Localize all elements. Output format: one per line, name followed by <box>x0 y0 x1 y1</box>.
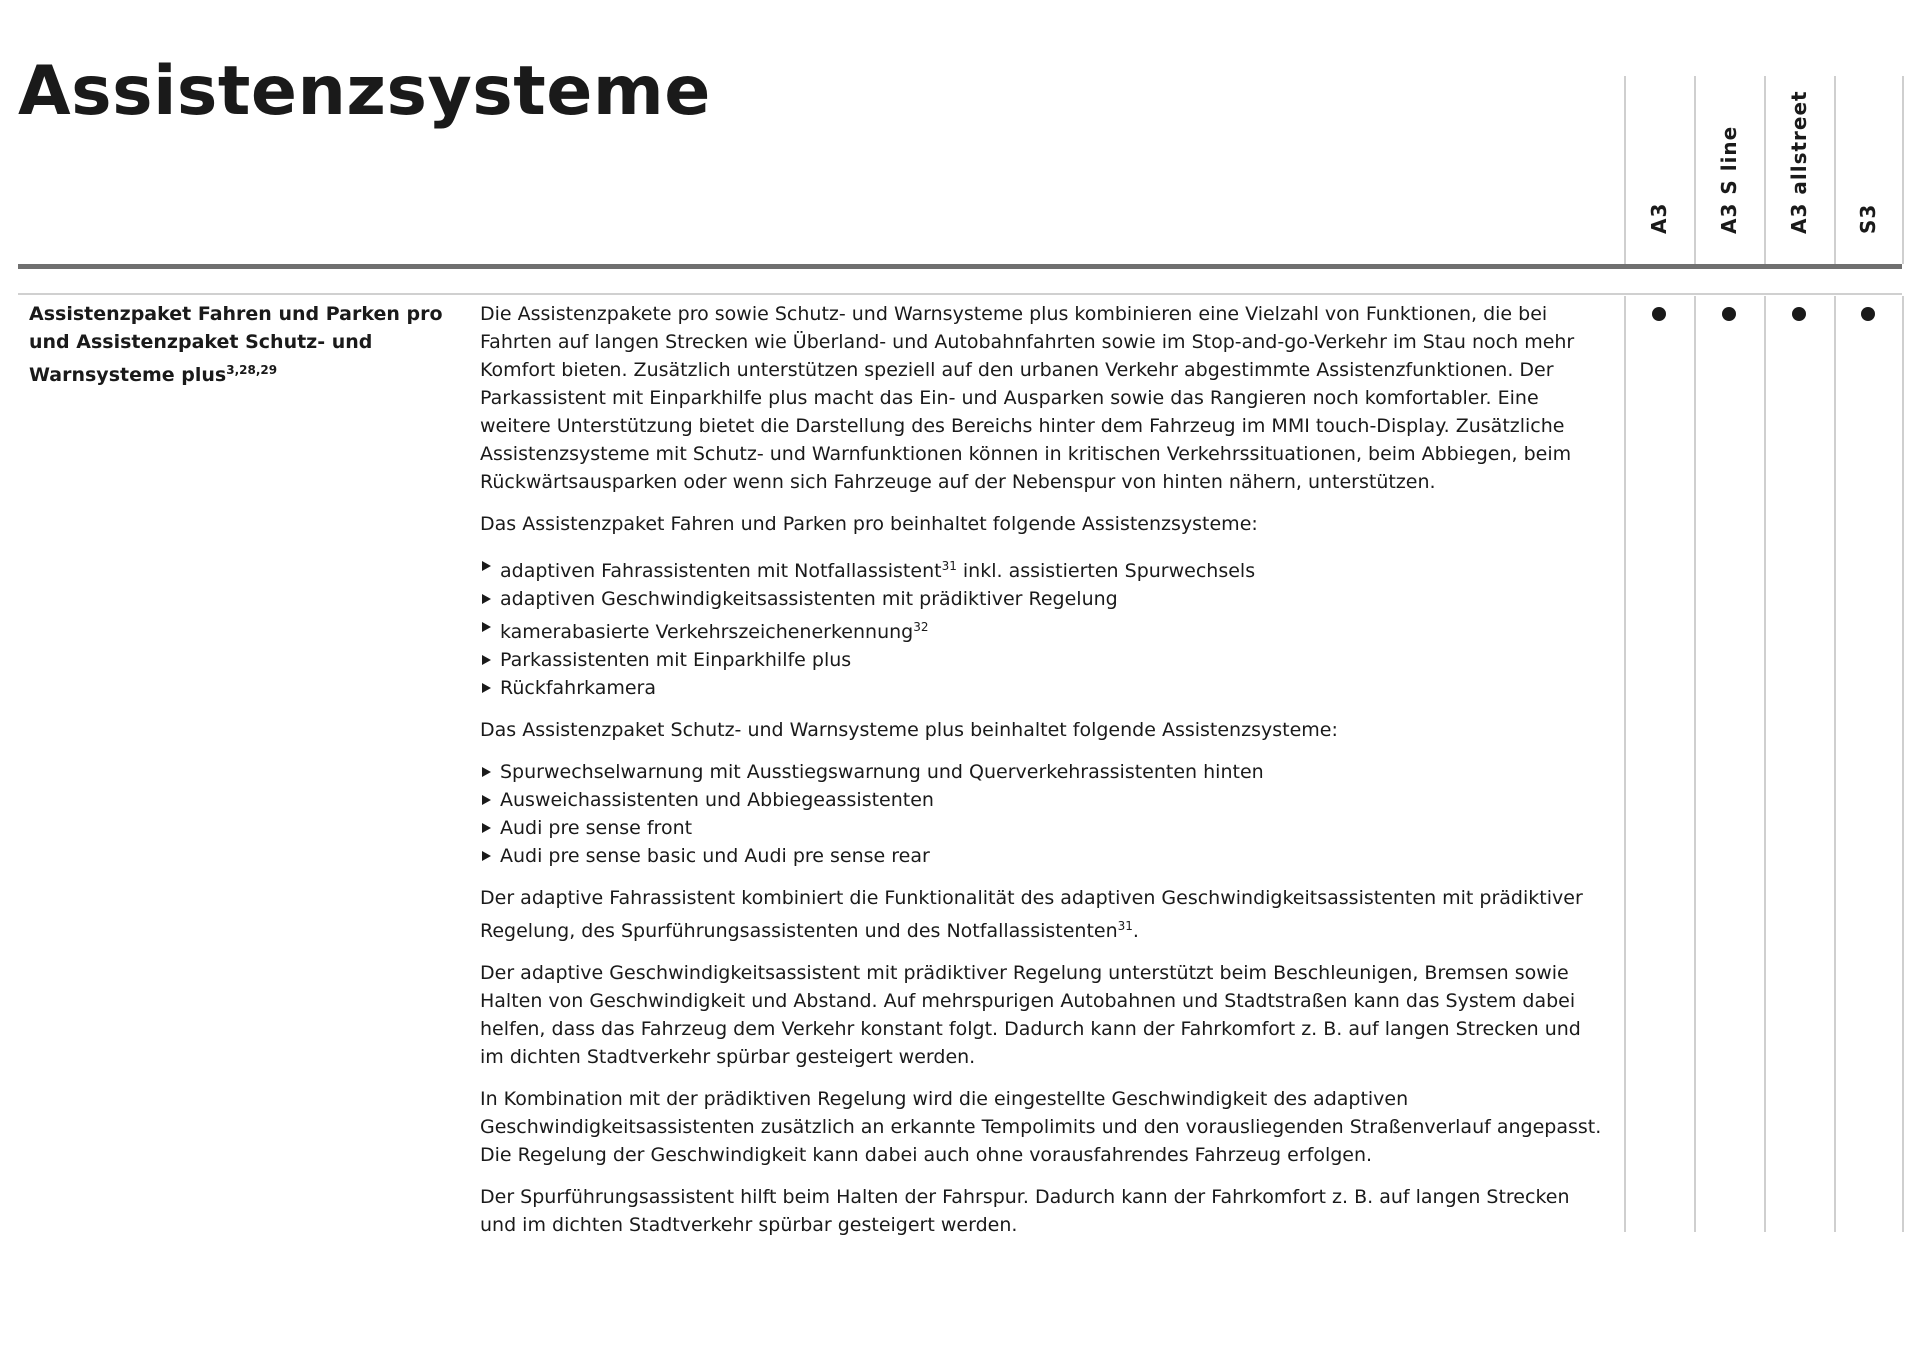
column-label: A3 <box>1647 202 1671 234</box>
column-label: A3 allstreet <box>1787 90 1811 234</box>
list-item: kamerabasierte Verkehrszeichenerkennung$^{32}$ <box>480 613 1610 646</box>
list-item: Rückfahrkamera <box>480 674 1610 702</box>
column-divider <box>1764 76 1766 264</box>
header-rule <box>18 264 1902 269</box>
list-item: Parkassistenten mit Einparkhilfe plus <box>480 646 1610 674</box>
footnote-ref: 32 <box>913 620 929 634</box>
footnote-ref: 31 <box>941 559 957 573</box>
standard-equipment-dot-a3-allstreet <box>1792 307 1806 321</box>
standard-equipment-dot-a3 <box>1652 307 1666 321</box>
package-1-heading: Das Assistenzpaket Fahren und Parken pro beinhaltet folgende Assistenzsysteme: <box>480 513 1258 535</box>
package-2-list <box>480 758 1610 870</box>
intro-paragraph: Die Assistenzpakete pro sowie Schutz- und Warnsysteme plus kombinieren eine Vielzahl von Funktionen, die bei Fahrten auf langen Strecken wie Überland- und Autobahnfahrten sowie im Stop-and-go-Verkehr im Stau noch mehr Komfort bieten. Zusätzlich unterstützen speziell auf den urbanen Verkehr abgestimmte Assistenzfunktionen. Der Parkassistent mit Einparkhilfe plus macht das Ein- und Ausparken sowie das Rangieren noch komfortabler. Eine weitere Unterstützung bietet die Darstellung des Bereichs hinter dem Fahrzeug im MMI touch-Display. Zusätzliche Assistenzsysteme mit Schutz- und Warnfunktionen können in kritischen Verkehrssituationen, beim Abbiegen, beim Rückwärtsausparken oder wenn sich Fahrzeuge auf der Nebenspur von hinten nähern, unterstützen. <box>480 303 1575 493</box>
column-divider <box>1902 296 1904 1232</box>
lane-assist-paragraph: Der Spurführungsassistent hilft beim Halten der Fahrspur. Dadurch kann der Fahrkomfort z. B. auf langen Strecken und im dichten Stadtverkehr spürbar gesteigert werden. <box>480 1186 1570 1236</box>
column-divider <box>1834 76 1836 264</box>
list-item: Audi pre sense basic und Audi pre sense rear <box>480 842 1610 870</box>
list-item: adaptiven Fahrassistenten mit Notfallassistent$^{31}$ inkl. assistierten Spurwechsels <box>480 552 1610 585</box>
column-divider <box>1694 296 1696 1232</box>
list-item: Audi pre sense front <box>480 814 1610 842</box>
feature-description <box>480 300 1610 1253</box>
column-divider <box>1764 296 1766 1232</box>
standard-equipment-dot-s3 <box>1861 307 1875 321</box>
list-item: adaptiven Geschwindigkeitsassistenten mit prädiktiver Regelung <box>480 585 1610 613</box>
feature-title <box>29 300 449 389</box>
predictive-paragraph: In Kombination mit der prädiktiven Regelung wird die eingestellte Geschwindigkeit des adaptiven Geschwindigkeitsassistenten zusätzlich an erkannte Tempolimits und den vorausliegenden Straßenverlauf angepasst. Die Regelung der Geschwindigkeit kann dabei auch ohne vorausfahrendes Fahrzeug erfolgen. <box>480 1088 1602 1166</box>
list-item: Spurwechselwarnung mit Ausstiegswarnung und Querverkehrassistenten hinten <box>480 758 1610 786</box>
column-divider <box>1624 296 1626 1232</box>
adaptive-assist-paragraph: Der adaptive Fahrassistent kombiniert die Funktionalität des adaptiven Geschwindigkeitsassistenten mit prädiktiver Regelung, des Spurführungsassistenten und des Notfallassistenten$^{31}$. <box>480 887 1583 942</box>
feature-title-text: Assistenzpaket Fahren und Parken pro und Assistenzpaket Schutz- und Warnsysteme plus <box>29 303 443 386</box>
column-divider <box>1834 296 1836 1232</box>
package-1-list <box>480 552 1610 702</box>
column-label: S3 <box>1856 203 1880 234</box>
standard-equipment-dot-a3-s-line <box>1722 307 1736 321</box>
column-divider <box>1694 76 1696 264</box>
page-title: Assistenzsysteme <box>18 52 711 131</box>
column-label: A3 S line <box>1717 125 1741 234</box>
row-top-rule <box>18 293 1902 295</box>
feature-footnote-ref: 3,28,29 <box>226 363 278 377</box>
package-2-heading: Das Assistenzpaket Schutz- und Warnsysteme plus beinhaltet folgende Assistenzsysteme: <box>480 719 1338 741</box>
speed-assist-paragraph: Der adaptive Geschwindigkeitsassistent mit prädiktiver Regelung unterstützt beim Beschleunigen, Bremsen sowie Halten von Geschwindigkeit und Abstand. Auf mehrspurigen Autobahnen und Stadtstraßen kann das System dabei helfen, dass das Fahrzeug dem Verkehr konstant folgt. Dadurch kann der Fahrkomfort z. B. auf langen Strecken und im dichten Stadtverkehr spürbar gesteigert werden. <box>480 962 1581 1068</box>
footnote-ref: 31 <box>1117 919 1133 933</box>
column-divider <box>1902 76 1904 264</box>
column-divider <box>1624 76 1626 264</box>
list-item: Ausweichassistenten und Abbiegeassistenten <box>480 786 1610 814</box>
